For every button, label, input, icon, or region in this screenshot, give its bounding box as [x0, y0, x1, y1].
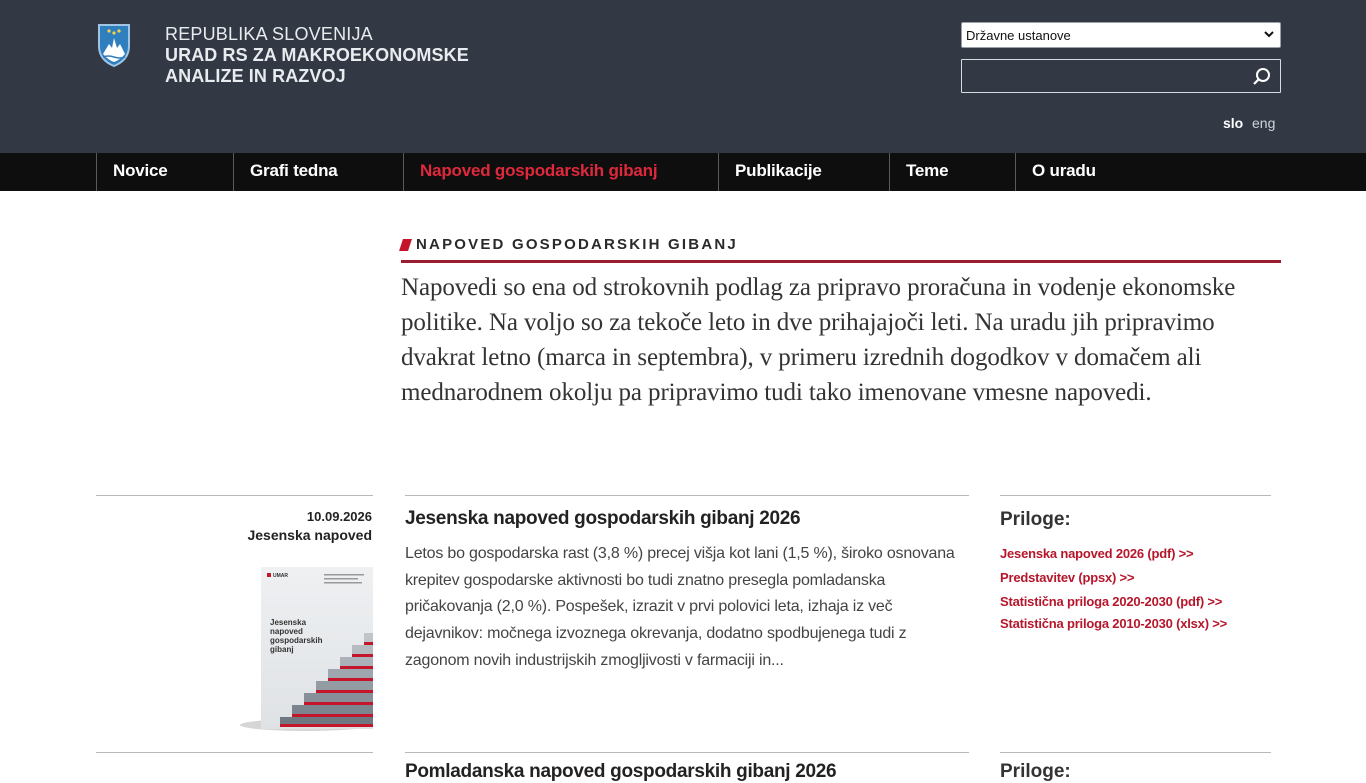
nav-item-o-uradu[interactable]: O uradu [1015, 153, 1175, 191]
nav-item-grafi-tedna[interactable]: Grafi tedna [233, 153, 404, 191]
divider [96, 752, 373, 753]
lang-eng-link[interactable]: eng [1252, 115, 1276, 131]
institutions-select-value: Državne ustanove [966, 28, 1071, 43]
divider [405, 495, 969, 496]
logo-line-2: URAD RS ZA MAKROEKONOMSKE [165, 45, 469, 65]
svg-text:gibanj: gibanj [270, 645, 294, 654]
attachment-link-pdf[interactable]: Jesenska napoved 2026 (pdf) >> [1000, 546, 1194, 561]
attachments-heading: Priloge: [1000, 761, 1071, 782]
section-intro: Napovedi so ena od strokovnih podlag za pripravo proračuna in vodenje ekonomske politike. Na voljo so za tekoče leto in dve prihajajoči leti. Na uradu jih pripravimo dvakrat letno (marca in septembra), v primeru izrednih dogodkov v domačem ali mednarodnem okolju pa pripravimo tudi tako imenovane vmesne napovedi. [401, 274, 1236, 406]
entry-type: Jesenska napoved [247, 527, 372, 543]
search-icon[interactable] [1252, 67, 1272, 87]
divider [1000, 752, 1271, 753]
nav-item-teme[interactable]: Teme [889, 153, 1016, 191]
search-input[interactable] [961, 59, 1281, 93]
section-title: NAPOVED GOSPODARSKIH GIBANJ [416, 236, 738, 253]
attachments-heading: Priloge: [1000, 509, 1071, 530]
logo-line-1: REPUBLIKA SLOVENIJA [165, 24, 373, 44]
nav-item-napoved[interactable]: Napoved gospodarskih gibanj [403, 153, 719, 191]
entry-date: 10.09.2026 [306, 509, 372, 524]
cover-brand: UMAR [273, 573, 288, 579]
section-marker-icon [399, 239, 412, 251]
entry-summary: Letos bo gospodarska rast (3,8 %) precej višja kot lani (1,5 %), široko osnovana krepitev gospodarske aktivnosti bo tudi znatno presegla pomladanska pričakovanja (2,0 %). Pospešek, izrazit v prvi polovici leta, izhaja iz več dejavnikov: močnega izvoznega okrevanja, dodatno spodbujenega tudi z zagonom novih industrijskih zmogljivosti v farmaciji in... [405, 545, 955, 669]
chevron-down-icon [1262, 27, 1276, 41]
attachment-link-stat-pdf[interactable]: Statistična priloga 2020-2030 (pdf) >> [1000, 594, 1223, 609]
lang-slo-link[interactable]: slo [1223, 115, 1244, 131]
divider [96, 495, 373, 496]
site-logo[interactable] [165, 24, 469, 87]
entry-title-link[interactable]: Pomladanska napoved gospodarskih gibanj 2026 [405, 761, 837, 782]
institutions-select[interactable] [961, 22, 1281, 48]
svg-text:napoved: napoved [270, 627, 303, 636]
entry-title-link[interactable]: Jesenska napoved gospodarskih gibanj 2026 [405, 508, 801, 529]
main-navigation [0, 153, 1366, 191]
section-header [401, 237, 1281, 263]
attachment-link-stat-xlsx[interactable]: Statistična priloga 2010-2030 (xlsx) >> [1000, 616, 1228, 631]
logo-line-3: ANALIZE IN RAZVOJ [165, 66, 346, 86]
publication-cover-image[interactable] [240, 567, 373, 731]
coat-of-arms-icon[interactable] [96, 22, 132, 68]
nav-item-publikacije[interactable]: Publikacije [718, 153, 890, 191]
svg-text:Jesenska: Jesenska [270, 618, 307, 627]
attachment-link-ppsx[interactable]: Predstavitev (ppsx) >> [1000, 570, 1135, 585]
site-header [0, 0, 1366, 153]
svg-text:gospodarskih: gospodarskih [270, 636, 323, 645]
divider [1000, 495, 1271, 496]
divider [405, 752, 969, 753]
nav-item-novice[interactable]: Novice [96, 153, 234, 191]
